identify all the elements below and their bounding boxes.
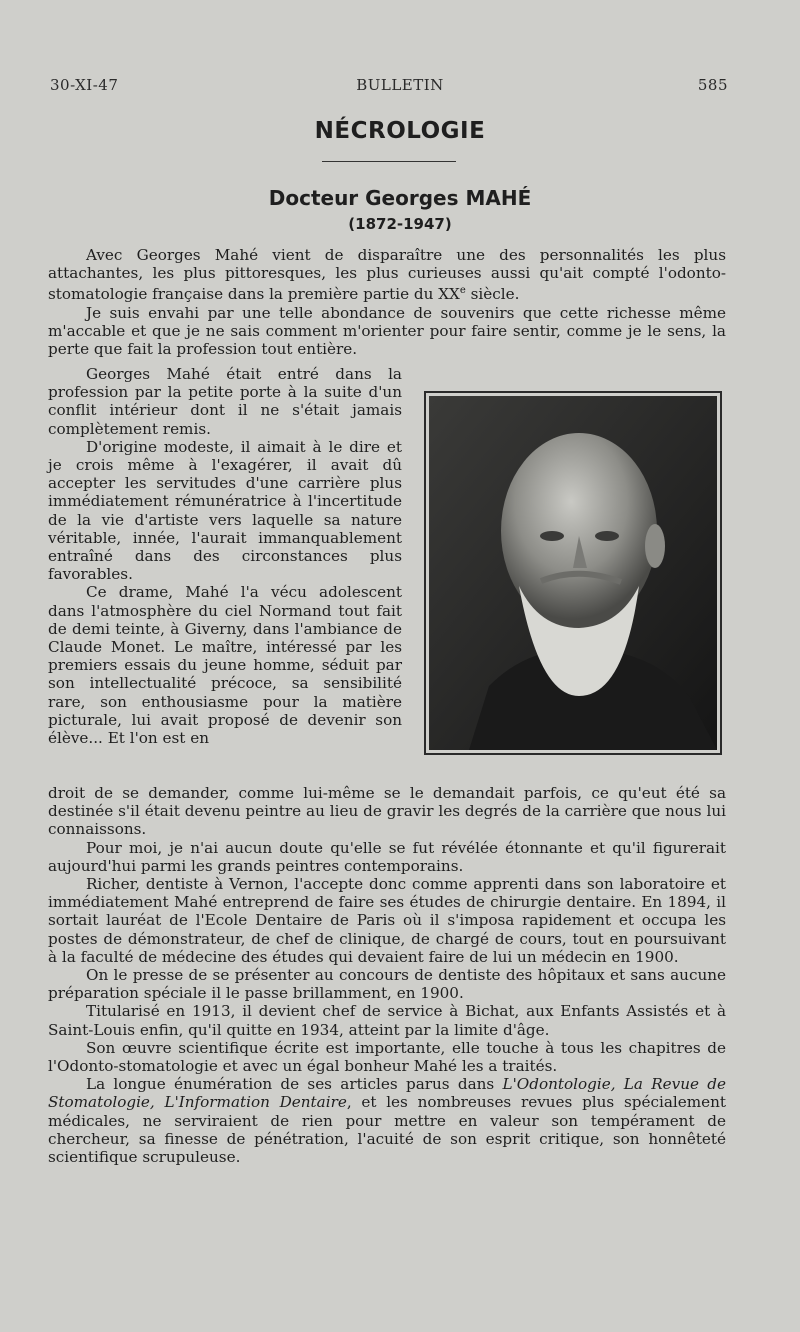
paragraph-11-a: La longue énumération de ses articles parus dans (86, 1075, 503, 1094)
page-number: 585 (697, 76, 728, 94)
obituary-subject: Docteur Georges MAHÉ (268, 186, 532, 210)
century-superscript: e (459, 285, 466, 297)
life-dates: (1872-1947) (348, 215, 452, 233)
portrait-photo (424, 391, 722, 755)
paragraph-3: Georges Mahé était entré dans la profession par la petite porte à la suite d'un conflit intérieur dont il ne s'était jamais complètement remis. (48, 365, 402, 438)
paragraph-8: On le presse de se présenter au concours de dentiste des hôpitaux et sans aucune préparation spéciale il le passe brillamment, en 1900. (48, 966, 726, 1003)
paragraph-4: D'origine modeste, il aimait à le dire et je crois même à l'exagérer, il avait dû accepter les servitudes d'une carrière plus immédiatement rémunératrice à l'incertitude de la vie d'artiste vers laquelle sa nature véritable, innée, l'aurait immanquablement entraîné dans des circonstances plus favorables. (48, 437, 402, 584)
paragraph-5-start: Ce drame, Mahé l'a vécu adolescent dans l'atmosphère du ciel Normand tout fait de demi teinte, à Giverny, dans l'ambiance de Claude Monet. Le maître, intéressé par les premiers essais du jeune homme, séduit par son intellectualité précoce, sa sensibilité rare, son enthousiasme pour la matière picturale, lui avait proposé de devenir son élève... Et l'on est en (48, 583, 402, 748)
full-width-continuation (48, 784, 726, 1166)
paragraph-11 (48, 1075, 726, 1166)
portrait-image (429, 396, 717, 750)
header-date: 30-XI-47 (50, 76, 119, 94)
narrow-column (48, 365, 402, 747)
paragraph-2: Je suis envahi par une telle abondance de souvenirs que cette richesse même m'accable et que je ne sais comment m'orienter pour faire sentir, comme je le sens, la perte que fait la profession tout entière. (48, 303, 726, 359)
paragraph-6: Pour moi, je n'ai aucun doute qu'elle se fut révélée étonnante et qu'il figurerait aujourd'hui parmi les grands peintres contemporains. (48, 838, 726, 875)
paragraph-1-tail: siècle. (465, 285, 520, 304)
journal-titles: L'Odontologie, La Revue de Stomatologie, L'Information Dentaire (48, 1075, 726, 1112)
intro-paragraphs (48, 246, 726, 358)
paragraph-10: Son œuvre scientifique écrite est importante, elle touche à tous les chapitres de l'Odonto-stomatologie et avec un égal bonheur Mahé les a traités. (48, 1038, 726, 1076)
paragraph-5-end: droit de se demander, comme lui-même se le demandait parfois, ce qu'eut été sa destinée s'il était devenu peintre au lieu de gravir les degrés de la carrière que nous lui connaissons. (48, 784, 726, 839)
paragraph-7: Richer, dentiste à Vernon, l'accepte donc comme apprenti dans son laboratoire et immédiatement Mahé entreprend de faire ses études de chirurgie dentaire. En 1894, il sortait lauréat de l'Ecole Dentaire de Paris où il s'imposa rapidement et occupa les postes de démonstrateur, de chef de clinique, de chargé de cours, tout en poursuivant à la faculté de médecine des études qui devaient faire de lui un médecin en 1900. (48, 875, 726, 966)
paragraph-1 (48, 246, 726, 304)
header-bulletin: BULLETIN (356, 76, 444, 94)
paragraph-1-text: Avec Georges Mahé vient de disparaître une des personnalités les plus attachantes, les plus pittoresques, les plus curieuses aussi qu'ait compté l'odonto-stomatologie française dans la première partie du XX (48, 246, 726, 304)
paragraph-11-b: , et les nombreuses revues plus spécialement médicales, ne serviraient de rien pour mettre en valeur son tempérament de chercheur, sa finesse de pénétration, l'acuité de son esprit critique, son honnêteté scientifique scrupuleuse. (48, 1093, 726, 1167)
page-title: NÉCROLOGIE (314, 118, 486, 144)
title-divider (322, 161, 456, 162)
paragraph-9: Titularisé en 1913, il devient chef de service à Bichat, aux Enfants Assistés et à Saint-Louis enfin, qu'il quitte en 1934, atteint par la limite d'âge. (48, 1002, 726, 1039)
